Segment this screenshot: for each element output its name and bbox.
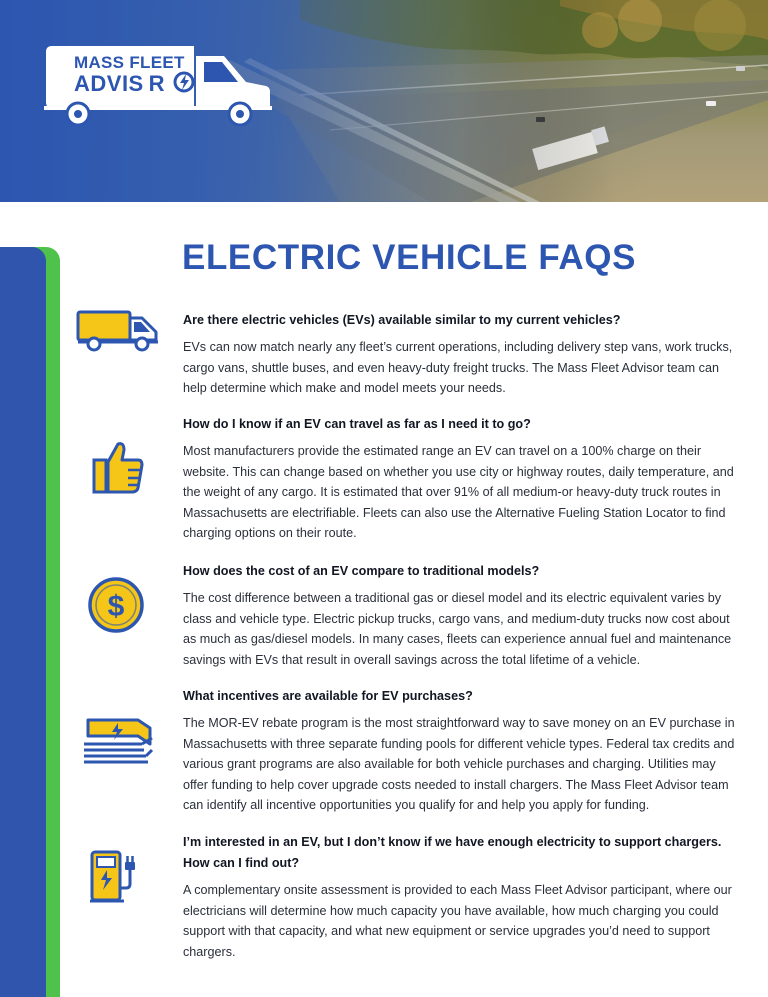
page-title: ELECTRIC VEHICLE FAQS	[182, 238, 637, 277]
accent-bar-blue	[0, 247, 46, 997]
faq-question: How does the cost of an EV compare to traditional models?	[183, 564, 540, 578]
delivery-truck-icon	[76, 310, 162, 352]
faq-item	[183, 832, 743, 962]
faq-answer: A complementary onsite assessment is provided to each Mass Fleet Advisor participant, where our electricians will determine how much capacity you have available, how much charging you could support with that capacity, and what new equipment or service upgrades you’d need to support chargers.	[183, 883, 732, 959]
header-banner	[0, 0, 768, 202]
ev-charger-icon	[90, 848, 144, 904]
svg-text:$: $	[107, 590, 125, 623]
faq-answer: The MOR-EV rebate program is the most straightforward way to save money on an EV purchase in Massachusetts with three separate funding pools for different vehicle types. Federal tax credits and various grant programs are also available for both vehicle purchases and charging. Utilities may offer funding to help cover upgrade costs needed to install chargers. The Mass Fleet Advisor team can identify all incentive opportunities you qualify for and help you apply for funding.	[183, 716, 735, 813]
faq-item	[183, 686, 743, 816]
faq-question: I’m interested in an EV, but I don’t know if we have enough electricity to support chargers. How can I find out?	[183, 835, 722, 870]
mass-fleet-advisor-logo	[44, 44, 272, 126]
faq-answer: The cost difference between a traditional gas or diesel model and its electric equivalent varies by class and vehicle type. Electric pickup trucks, cargo vans, and medium-duty trucks now cost about as much as gas/diesel models. In many cases, fleets can experience annual fuel and maintenance savings with EVs that result in overall savings across the total lifetime of a vehicle.	[183, 591, 732, 667]
faq-question: Are there electric vehicles (EVs) available similar to my current vehicles?	[183, 313, 621, 327]
thumbs-up-icon	[92, 440, 144, 494]
dollar-coin-icon	[87, 576, 145, 634]
faq-item	[183, 414, 743, 544]
faq-answer: EVs can now match nearly any fleet’s current operations, including delivery step vans, work trucks, cargo vans, shuttle buses, and even heavy-duty freight trucks. The Mass Fleet Advisor team can help determine which make and model meets your needs.	[183, 340, 733, 396]
faq-item	[183, 561, 743, 670]
faq-question: How do I know if an EV can travel as far as I need it to go?	[183, 417, 531, 431]
logo-line-2: ADVIS R	[74, 71, 166, 96]
faq-item	[183, 310, 743, 399]
logo-line-1: MASS FLEET	[74, 53, 185, 72]
faq-question: What incentives are available for EV purchases?	[183, 689, 473, 703]
money-stack-icon	[82, 714, 154, 764]
faq-answer: Most manufacturers provide the estimated range an EV can travel on a 100% charge on their website. This can change based on whether you use city or highway routes, daily temperature, and the weight of any cargo. It is estimated that over 91% of all medium-or heavy-duty truck routes in Massachusetts are electrifiable. Fleets can also use the Alternative Fueling Station Locator to find charging options on their route.	[183, 444, 734, 541]
